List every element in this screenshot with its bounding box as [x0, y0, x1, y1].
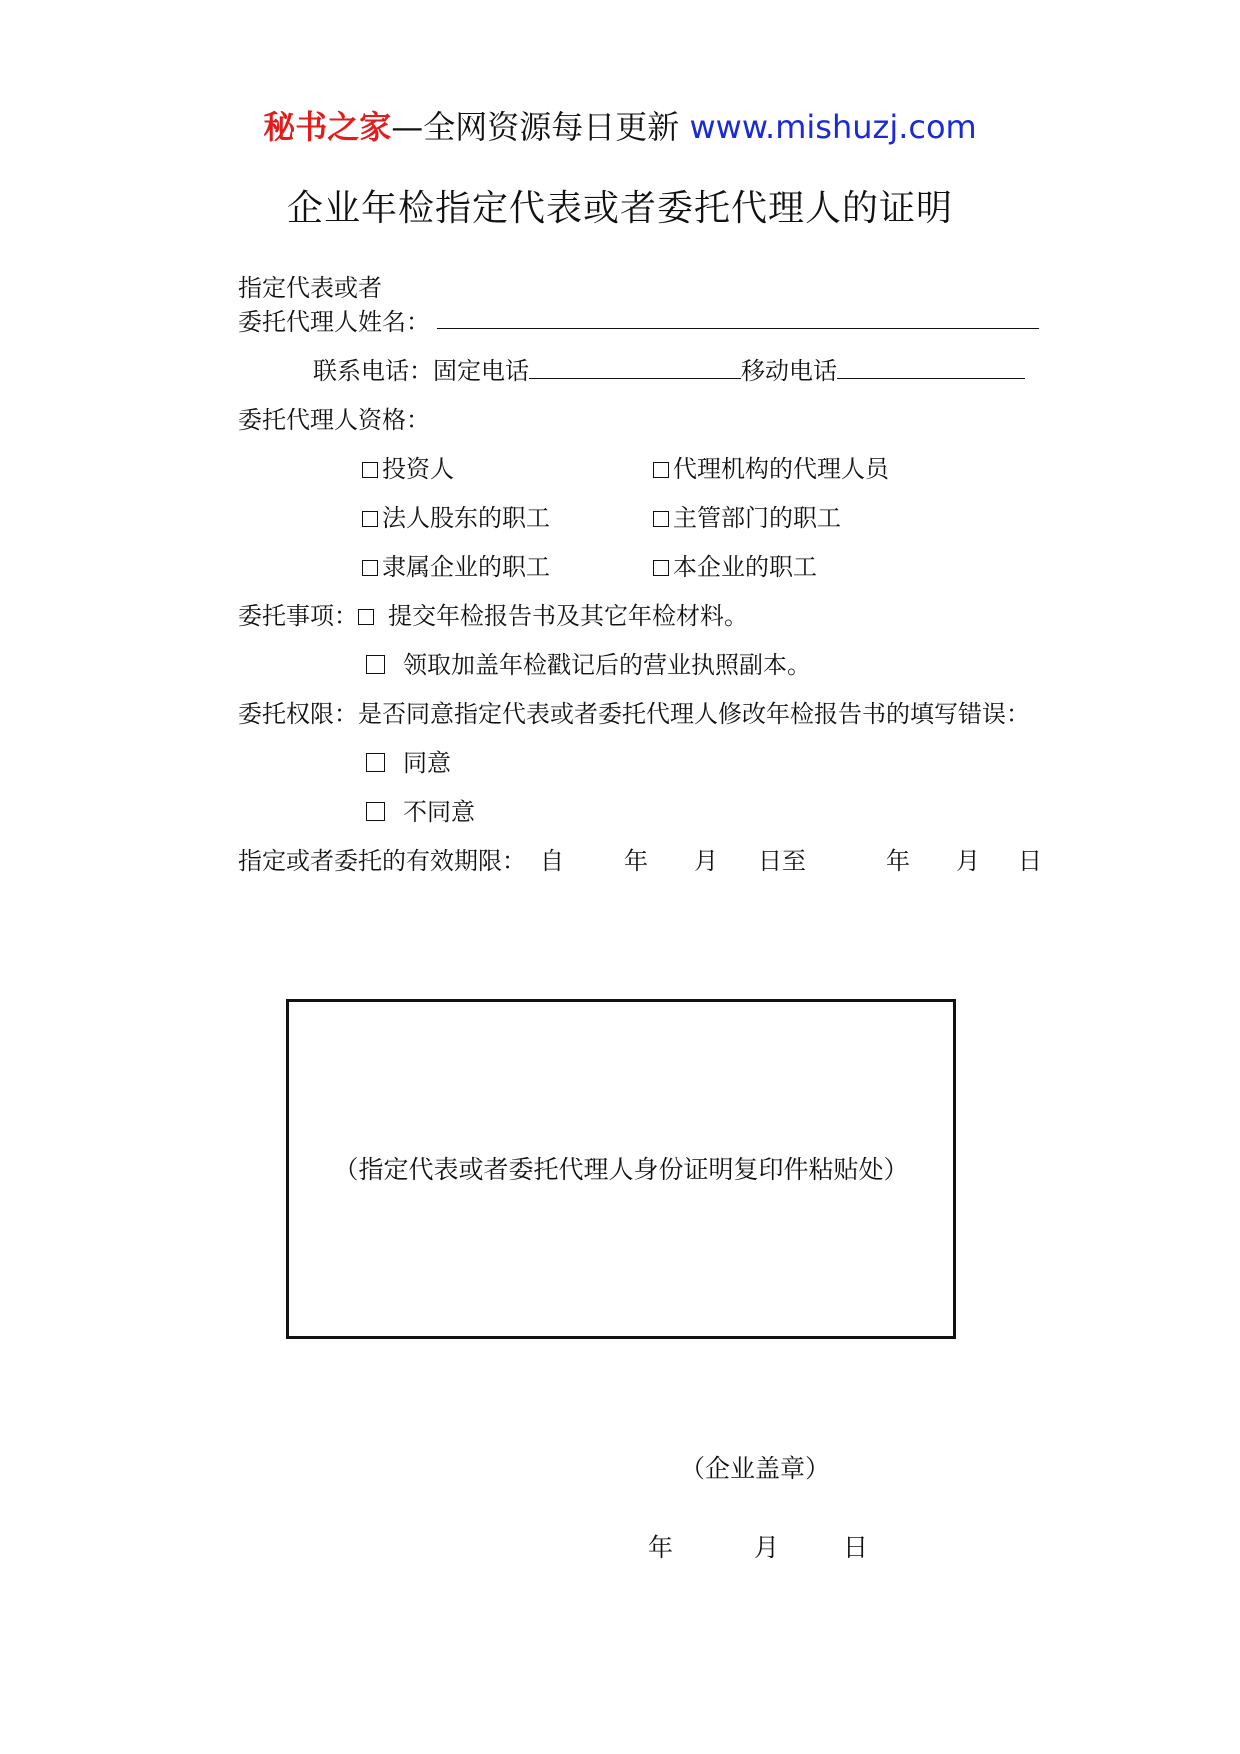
- checkbox[interactable]: [362, 560, 378, 576]
- phone-row: [313, 350, 1025, 386]
- company-seal-label: （企业盖章）: [680, 1454, 831, 1483]
- checkbox[interactable]: [653, 511, 669, 527]
- option-label: 主管部门的职工: [673, 504, 841, 532]
- name-label-line2: 委托代理人姓名：: [238, 308, 430, 336]
- option-label: 代理机构的代理人员: [673, 455, 889, 483]
- mobile-phone-field[interactable]: [837, 350, 1025, 379]
- option-label: 同意: [403, 749, 451, 777]
- qualification-option[interactable]: [653, 498, 841, 533]
- validity-to-year: 年: [886, 847, 910, 875]
- qualification-option[interactable]: [362, 449, 454, 484]
- option-label: 投资人: [382, 455, 454, 483]
- qualification-option[interactable]: [362, 547, 550, 582]
- fixed-phone-label: 固定电话: [433, 357, 529, 385]
- phone-label: 联系电话：: [313, 357, 433, 385]
- matters-label: 委托事项：: [238, 602, 358, 630]
- validity-to-month: 月: [956, 847, 980, 875]
- authority-question: 是否同意指定代表或者委托代理人修改年检报告书的填写错误：: [358, 700, 1030, 728]
- checkbox[interactable]: [362, 462, 378, 478]
- authority-label: 委托权限：: [238, 700, 358, 728]
- brand-name: 秘书之家: [263, 108, 392, 146]
- matter-option-row[interactable]: [366, 645, 811, 680]
- document-title: 企业年检指定代表或者委托代理人的证明: [286, 188, 953, 229]
- checkbox[interactable]: [358, 609, 374, 625]
- slogan: —全网资源每日更新: [391, 108, 680, 146]
- validity-from: 自: [540, 847, 564, 875]
- option-label: 法人股东的职工: [382, 504, 550, 532]
- option-label: 不同意: [403, 798, 475, 826]
- validity-from-year: 年: [624, 847, 648, 875]
- paste-area-label: （指定代表或者委托代理人身份证明复印件粘贴处）: [333, 1155, 909, 1184]
- qualification-option[interactable]: [362, 498, 550, 533]
- checkbox[interactable]: [653, 462, 669, 478]
- authority-row: [238, 694, 1030, 729]
- validity-day-to: 日至: [758, 847, 806, 875]
- checkbox[interactable]: [366, 655, 385, 674]
- checkbox[interactable]: [362, 511, 378, 527]
- seal-day: 日: [843, 1533, 869, 1562]
- site-url[interactable]: www.mishuzj.com: [689, 108, 977, 146]
- checkbox[interactable]: [653, 560, 669, 576]
- mobile-phone-label: 移动电话: [741, 357, 837, 385]
- authority-option-disagree[interactable]: [366, 792, 475, 827]
- checkbox[interactable]: [366, 802, 385, 821]
- name-label-line1: 指定代表或者: [238, 274, 382, 302]
- matter-option: 提交年检报告书及其它年检材料。: [388, 602, 748, 630]
- fixed-phone-field[interactable]: [529, 350, 741, 379]
- seal-month: 月: [754, 1533, 780, 1562]
- authority-option-agree[interactable]: [366, 743, 451, 778]
- checkbox[interactable]: [366, 753, 385, 772]
- qualification-option[interactable]: [653, 547, 817, 582]
- validity-to-day: 日: [1018, 847, 1042, 875]
- matters-row: [238, 596, 748, 631]
- qualification-option[interactable]: [653, 449, 889, 484]
- option-label: 隶属企业的职工: [382, 553, 550, 581]
- matter-option: 领取加盖年检戳记后的营业执照副本。: [403, 651, 811, 679]
- validity-label: 指定或者委托的有效期限：: [238, 847, 526, 875]
- qualification-label: 委托代理人资格：: [238, 406, 430, 434]
- validity-from-month: 月: [694, 847, 718, 875]
- seal-year: 年: [648, 1533, 674, 1562]
- site-header: [0, 102, 1240, 148]
- name-field-line[interactable]: [437, 328, 1039, 329]
- option-label: 本企业的职工: [673, 553, 817, 581]
